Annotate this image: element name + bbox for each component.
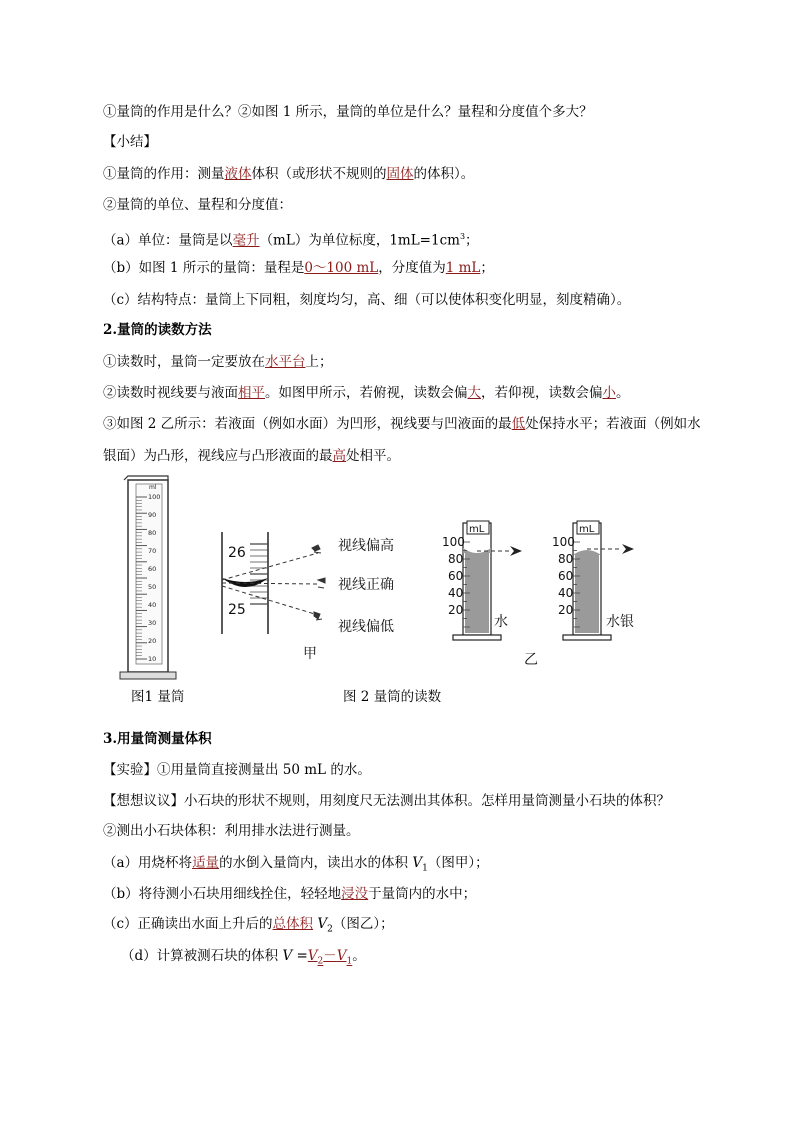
label-yi: 乙: [524, 652, 538, 668]
cyl1-tick-label: 10: [148, 655, 157, 663]
answer-range: 0～100 mL: [304, 260, 379, 276]
yi-unit-left: mL: [469, 524, 485, 535]
unit-line: （a）单位：量筒是以毫升（mL）为单位标度，$1mL=1cm^3$；: [103, 232, 479, 249]
yi-left-tick-label: 20: [448, 603, 464, 617]
cyl1-tick-label: 30: [148, 619, 157, 627]
step-a: （a）用烧杯将适量的水倒入量筒内，读出水的体积 $V_1$（图甲）；: [103, 855, 489, 874]
reading-line-2: ②读数时视线要与液面相平。如图甲所示，若俯视，读数会偏大，若仰视，读数会偏小。: [103, 385, 630, 401]
unit-title: ②量筒的单位、量程和分度值：: [103, 197, 292, 213]
cyl1-tick-label: 50: [148, 583, 157, 591]
yi-right-tick-label: 20: [558, 603, 574, 617]
cyl1-tick-label: 20: [148, 637, 157, 645]
answer-solid: 固体: [386, 166, 414, 182]
answer-v2: V: [307, 948, 318, 964]
eye-icon: [622, 544, 634, 554]
step-b: （b）将待测小石块用细线拴住，轻轻地浸没于量筒内的水中；: [103, 886, 477, 902]
reading-heading: 2.量筒的读数方法: [103, 322, 212, 338]
mercury-column: [575, 555, 599, 633]
cyl1-tick-label: 70: [148, 547, 157, 555]
reading-line-3: ③如图 2 乙所示：若液面（例如水面）为凹形，视线要与凹液面的最低处保持水平；若液面（例如水: [103, 416, 701, 432]
summary-heading: 【小结】: [103, 134, 157, 150]
answer-ml: 毫升: [232, 232, 260, 249]
label-view-high: 视线偏高: [338, 538, 394, 554]
yi-left-tick-label: 40: [448, 586, 464, 600]
answer-v1: V: [336, 948, 347, 964]
cyl1-tick-label: 40: [148, 601, 157, 609]
answer-level-table: 水平台: [265, 354, 306, 370]
cyl1-unit: ml: [149, 484, 157, 491]
use-line: ①量筒的作用：测量液体体积（或形状不规则的固体的体积）。: [103, 166, 475, 182]
answer-large: 大: [467, 385, 481, 401]
answer-lowest: 低: [511, 416, 526, 432]
label-view-correct: 视线正确: [338, 577, 394, 593]
yi-left-tick-label: 80: [448, 552, 464, 566]
figure1-cylinder: [120, 476, 176, 679]
answer-highest: 高: [332, 448, 346, 464]
reading-line-4: 银面）为凸形，视线应与凸形液面的最高处相平。: [103, 448, 400, 464]
figure-jia: [222, 532, 394, 662]
answer-division: 1 mL: [445, 260, 481, 276]
yi-right-tick-label: 40: [558, 586, 574, 600]
yi-right-tick-label: 100: [552, 535, 575, 549]
experiment-line: 【实验】①用量筒直接测量出 50 mL 的水。: [103, 762, 371, 778]
eye-icon: [312, 545, 321, 553]
figures-area: [0, 470, 794, 680]
eye-icon: [510, 546, 522, 556]
answer-small: 小: [602, 385, 616, 401]
cyl1-tick-label: 60: [148, 565, 157, 573]
answer-level: 相平: [238, 385, 265, 401]
label-water: 水: [494, 614, 508, 630]
cyl1-tick-label: 80: [148, 529, 157, 537]
jia-number-26: 26: [228, 545, 246, 561]
caption-figure-2: 图 2 量筒的读数: [343, 689, 442, 705]
yi-right-tick-label: 80: [558, 552, 574, 566]
figure-yi: [442, 521, 634, 668]
measure-heading: 3.用量筒测量体积: [103, 731, 212, 747]
reading-line-1: ①读数时，量筒一定要放在水平台上；: [103, 354, 333, 370]
yi-left-tick-label: 100: [442, 535, 465, 549]
yi-left-tick-label: 60: [448, 569, 464, 583]
caption-figure-1: 图1 量筒: [131, 689, 185, 705]
question-line: ①量筒的作用是什么？②如图 1 所示，量筒的单位是什么？量程和分度值个多大？: [103, 104, 593, 120]
label-mercury: 水银: [606, 614, 634, 630]
step-d: （d）计算被测石块的体积 $V =V_2-V_1$。: [121, 948, 366, 967]
cyl1-tick-label: 90: [148, 511, 157, 519]
label-jia: 甲: [303, 646, 317, 662]
answer-submerge: 浸没: [341, 886, 369, 902]
yi-unit-right: mL: [579, 524, 595, 535]
method-line: ②测出小石块体积：利用排水法进行测量。: [103, 823, 360, 839]
think-line: 【想想议议】小石块的形状不规则，用刻度尺无法测出其体积。怎样用量筒测量小石块的体积？: [103, 793, 670, 809]
range-line: （b）如图 1 所示的量筒：量程是0～100 mL，分度值为1 mL；: [103, 260, 494, 276]
label-view-low: 视线偏低: [338, 619, 394, 635]
answer-appropriate: 适量: [192, 855, 220, 871]
jia-number-25: 25: [228, 602, 246, 618]
eye-icon: [314, 612, 322, 620]
answer-liquid: 液体: [224, 166, 252, 182]
structure-line: （c）结构特点：量筒上下同粗，刻度均匀，高、细（可以使体积变化明显，刻度精确）。: [103, 292, 631, 308]
yi-right-tick-label: 60: [558, 569, 574, 583]
answer-total-volume: 总体积: [272, 916, 314, 932]
cyl1-tick-label: 100: [148, 493, 161, 501]
eye-icon: [318, 578, 325, 588]
step-c: （c）正确读出水面上升后的总体积 $V_2$（图乙）；: [103, 916, 394, 935]
